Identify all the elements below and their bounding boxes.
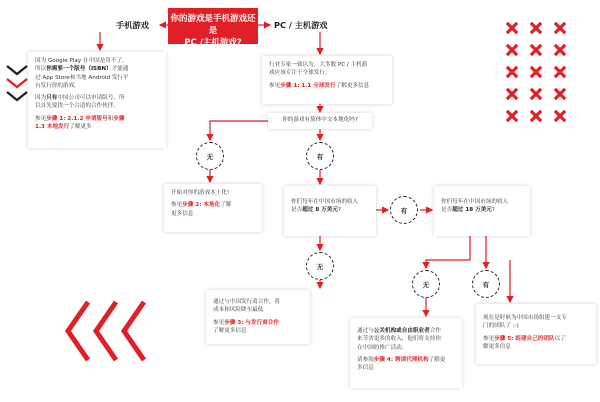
text: 无 [422,280,430,289]
text: 解更多信息 [483,343,511,350]
chevron-stack-icon [4,62,30,104]
pr-agency-box [350,318,462,388]
pr-para-1 [357,327,455,352]
text: ? [491,207,495,214]
start-localize-para-2 [171,201,255,218]
text: 来节省更多的收入，他们将支持你 [357,336,441,343]
text: 了解更多信息 [335,82,370,89]
text: 更多信息 [171,210,194,217]
text: 有 [316,152,324,161]
text: 和 [107,115,114,122]
text: 参见 [213,319,225,326]
pc-info-box [262,56,392,104]
text: 了解更多信息 [213,327,247,334]
link-step-2[interactable]: 步骤 2: 本地化 [182,202,221,209]
link-step-1-2[interactable]: 步骤 1: 2.1.2 申请版号 [46,115,108,122]
top-question [168,8,258,48]
team-box [476,304,596,364]
text: 参见 [269,82,281,89]
link-step-1-3[interactable]: 1.3 本地发行 [35,124,70,131]
text: 成本和风险降至最低 [213,307,264,314]
pc-label: PC / 主机游戏 [274,20,328,30]
text: 在中国的推广活动。 [357,344,408,351]
text: 才能通 [111,66,129,73]
link-step-3[interactable]: 步骤 3: 与发行商合作 [224,319,279,326]
yes-circle-3 [472,270,500,298]
localize-question [268,113,372,129]
text: 你的游戏有简体中文本地化吗? [282,117,358,123]
publisher-para-1 [213,298,303,315]
text: 行业专家一致认为，大多数 PC / 主机游 [269,62,368,68]
cross-grid-decor-icon [504,20,570,128]
text: 是否 [441,207,453,214]
text: 以首先要找一个合适的合作伙伴。 [35,103,119,110]
text: 无 [316,262,324,271]
text: 通过与 [357,328,374,334]
text: 因为 [35,95,47,102]
text: 你需要一个版号（ISBN） [46,66,112,73]
yes-circle-2 [390,196,418,224]
text: 门的团队了 ;-) [483,323,519,330]
text: 台发行你的游戏。 [35,82,80,89]
publisher-para-2 [213,319,303,336]
team-para-1 [483,314,589,331]
text: 戏应该专注于全球发行。 [269,70,331,77]
publisher-box [206,290,310,344]
text: 步骤 [113,115,125,122]
link-step-1-1[interactable]: 步骤 1: 1.1 全球发行 [280,82,336,89]
text: 有 [482,280,490,289]
text: 了解 [220,202,232,209]
start-localize-box [164,184,262,232]
yes-circle-1 [306,142,334,170]
text: 多信息 [357,365,374,372]
mobile-para-1 [35,57,159,90]
link-step-5[interactable]: 步骤 5: 组建自己的团队 [494,335,555,342]
no-circle-3 [412,270,440,298]
team-para-2 [483,335,589,352]
large-chevron-decor-icon [60,296,154,366]
text: ? [337,207,341,214]
text: 超过 8 万美元 [302,207,338,214]
text: 中国公司可以申请版号，所 [57,95,125,102]
mobile-para-3 [35,115,159,132]
link-step-4[interactable]: 步骤 4: 聘请代理机构 [373,356,429,363]
pr-para-2 [357,356,455,373]
text: 参见 [35,115,47,122]
text: 有 [400,206,408,215]
text: 现在是时候为中国市场组建一支专 [483,315,567,321]
text: 开始对你的游戏本土化! [171,190,230,196]
text: 是否 [291,207,303,214]
text: 过 App Store和当地 Android 发行平 [35,74,129,81]
no-circle-2 [306,252,334,280]
top-question-line-1: 你的游戏是手机游戏还是 [170,14,256,36]
revenue-8m-question [284,186,376,236]
text: 请参阅 [357,356,374,363]
text: 参见 [171,202,183,209]
pc-para-2 [269,82,385,90]
text: 超过 18 万美元 [452,207,492,214]
text: 所以 [35,66,47,73]
text: 无 [206,152,214,161]
text: 合作 [429,328,441,334]
mobile-para-2 [35,94,159,111]
pc-para-1 [269,61,385,78]
text: 公关机构或自由职业者 [373,328,430,334]
text: 以了 [554,335,566,342]
text: 你们每年在中国市场的收入 [441,199,509,205]
text: 因为 Google Play 在中国是用不了, [35,58,124,64]
mobile-info-box [28,52,166,148]
text: 参见 [483,335,495,342]
text: 只有 [46,95,58,102]
text: 通过与中国发行商合作，将 [213,299,281,305]
top-question-line-2: PC /主机游戏? [184,38,242,48]
text: 了解更 [428,356,446,363]
text: 你们每年在中国市场的收入 [291,199,359,205]
revenue-18m-question [434,186,530,236]
mobile-label: 手机游戏 [116,20,149,30]
text: 了解更多 [69,124,92,131]
no-circle-1 [196,142,224,170]
